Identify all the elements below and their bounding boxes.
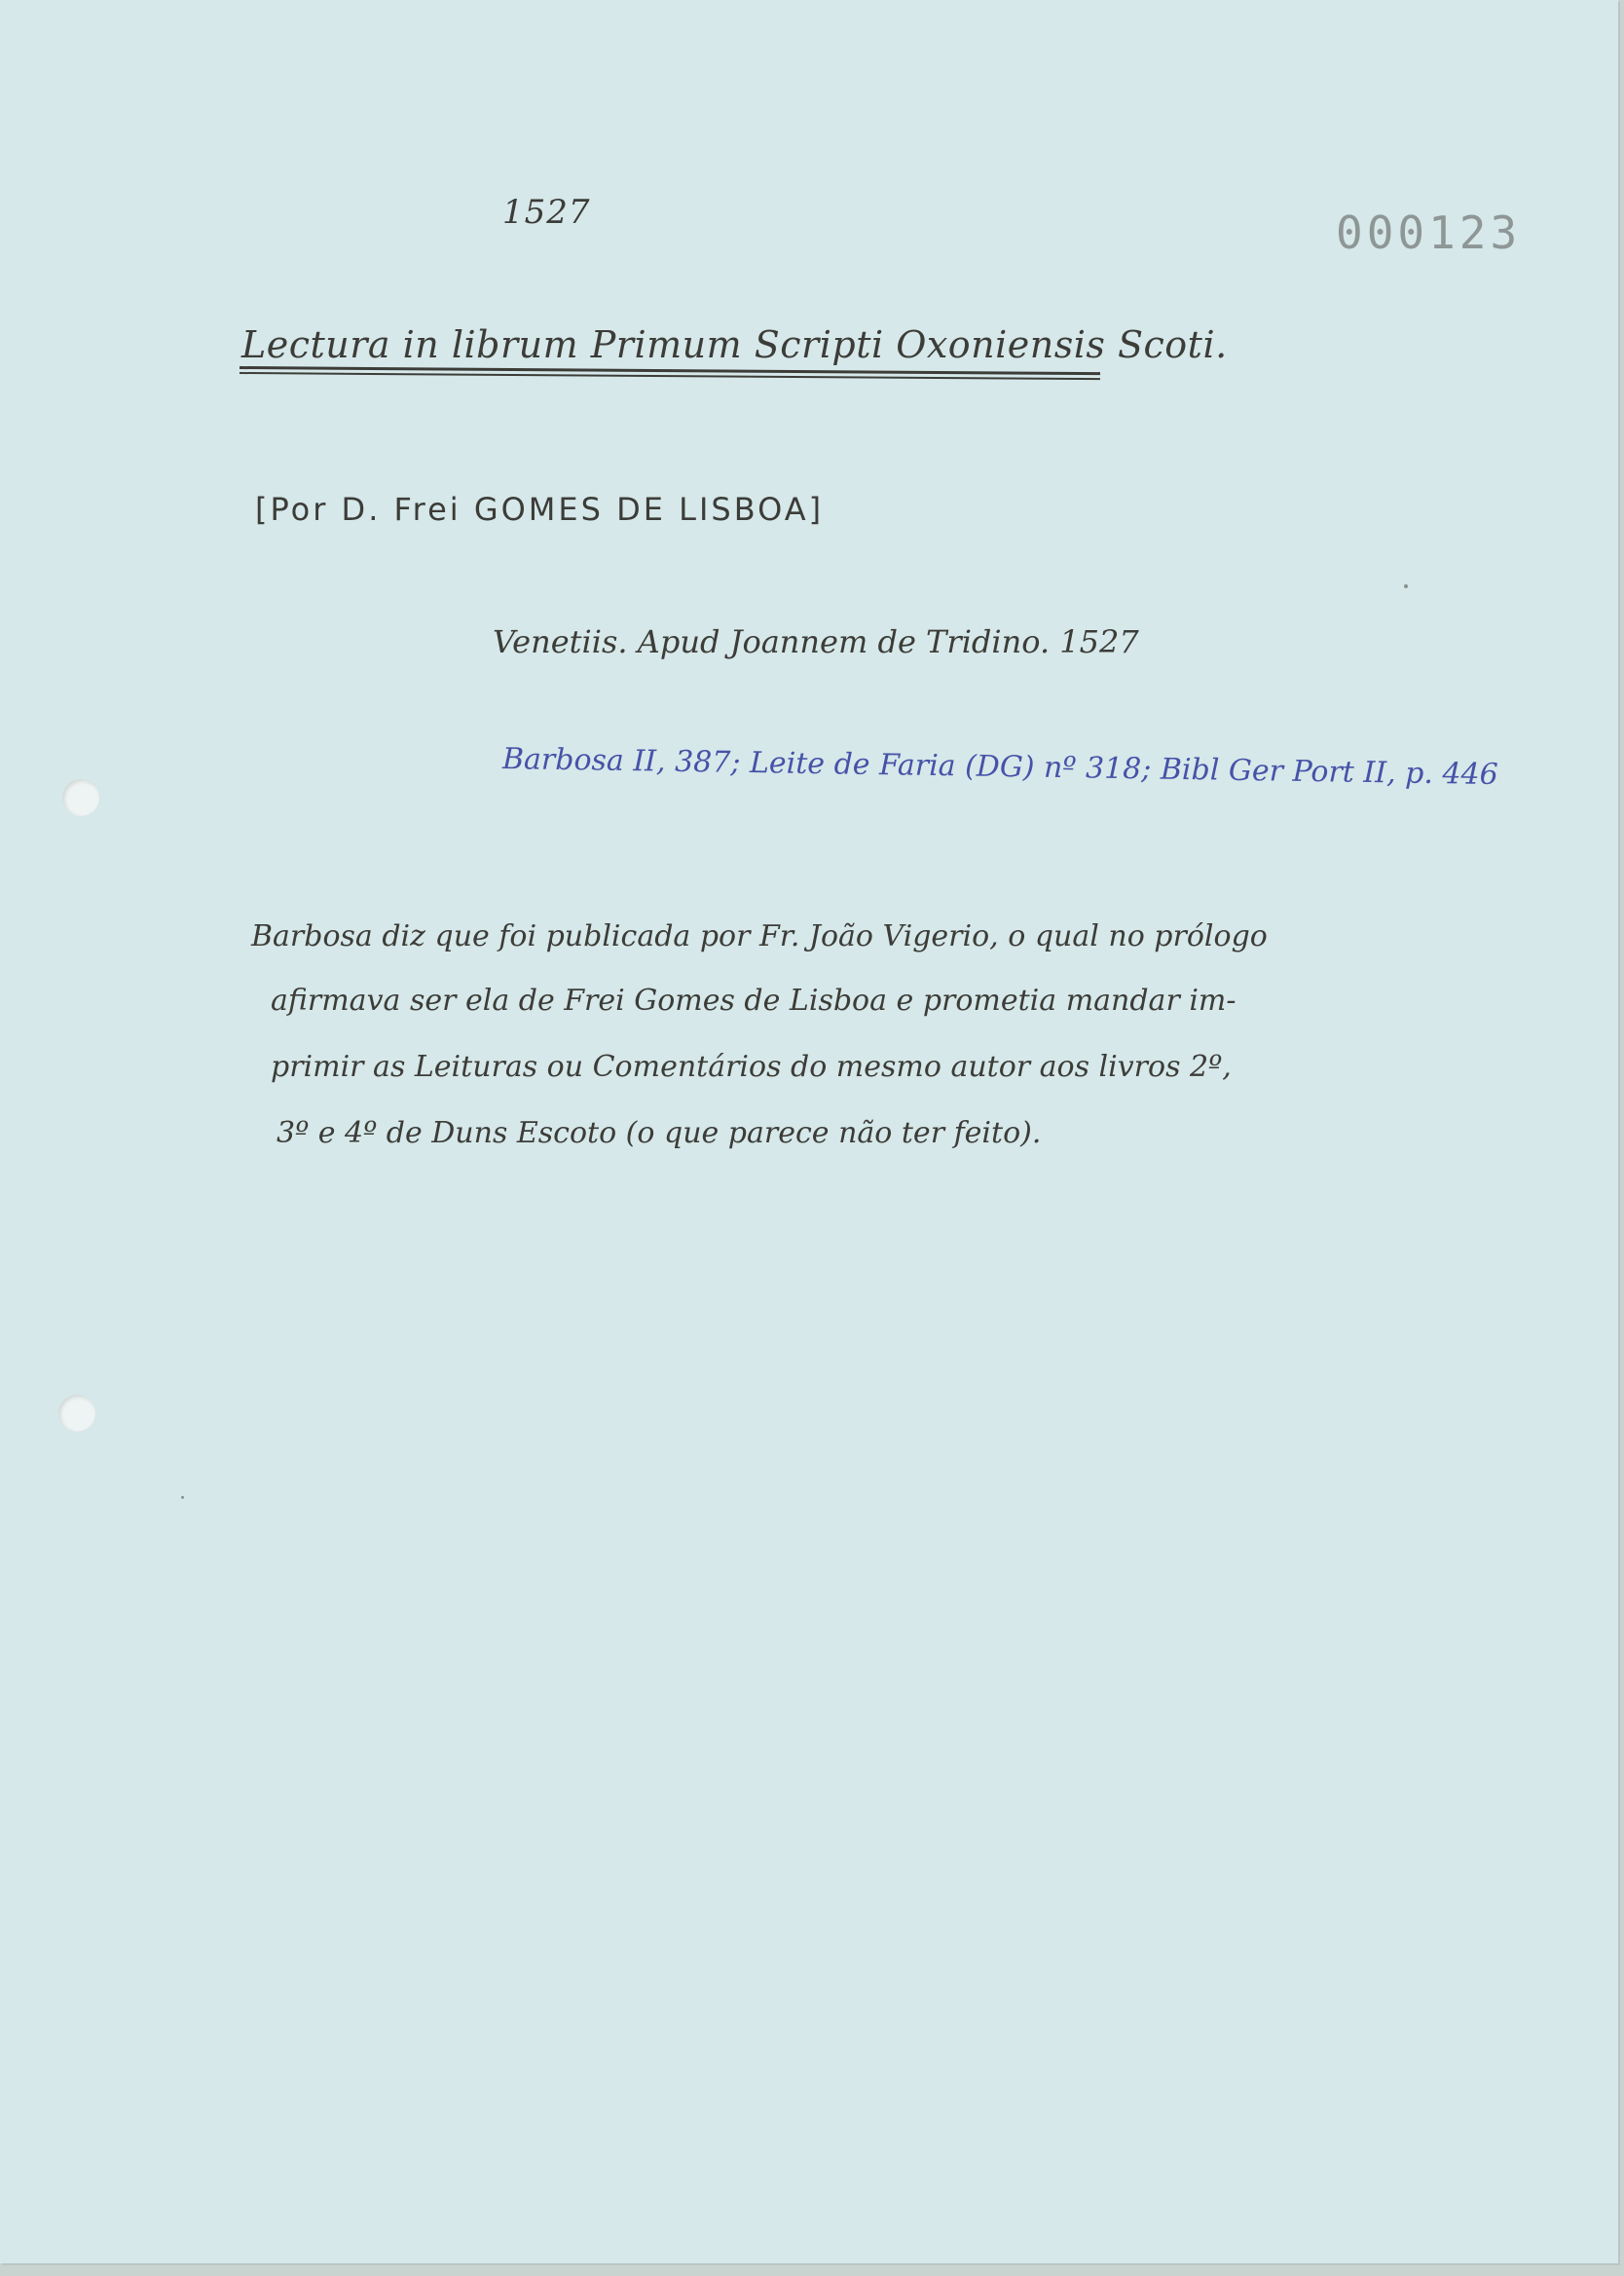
note-line: primir as Leituras ou Comentários do mesmo autor aos livros 2º, xyxy=(271,1050,1232,1084)
note-line: afirmava ser ela de Frei Gomes de Lisboa e prometia mandar im- xyxy=(271,984,1236,1018)
title-underline xyxy=(240,366,1100,380)
punch-hole-upper xyxy=(62,779,99,816)
note-line: Barbosa diz que foi publicada por Fr. João Vigerio, o qual no prólogo xyxy=(251,919,1268,953)
paper-speck xyxy=(1404,584,1408,588)
imprint-line: Venetiis. Apud Joannem de Tridino. 1527 xyxy=(493,623,1139,660)
year-label: 1527 xyxy=(502,193,591,232)
stamp-number: 000123 xyxy=(1336,206,1522,259)
punch-hole-lower xyxy=(58,1395,95,1432)
book-title: Lectura in librum Primum Scripti Oxoniensis Scoti. xyxy=(241,323,1228,366)
references-line: Barbosa II, 387; Leite de Faria (DG) nº 318; Bibl Ger Port II, p. 446 xyxy=(501,742,1498,793)
paper-speck xyxy=(181,1496,184,1499)
author-line: [Por D. Frei GOMES DE LISBOA] xyxy=(255,491,825,528)
note-line: 3º e 4º de Duns Escoto (o que parece não ter feito). xyxy=(277,1116,1042,1150)
